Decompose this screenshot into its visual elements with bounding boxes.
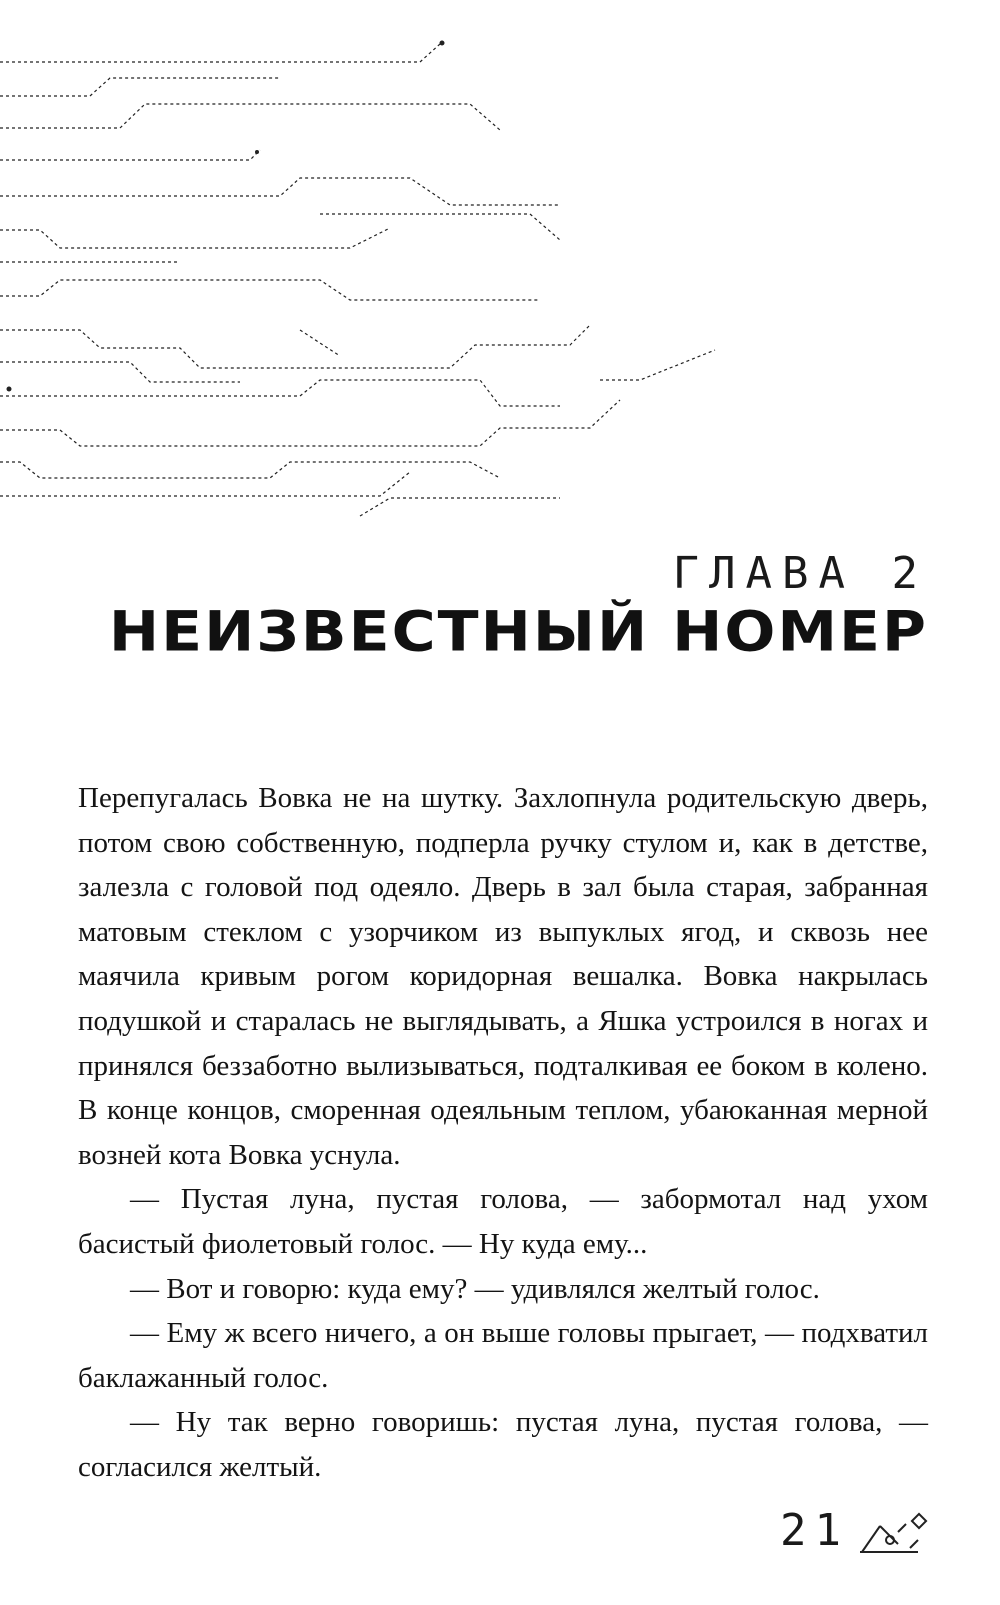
paragraph-dialog: — Ну так верно говоришь: пустая луна, пустая голова, — согласился желтый. (78, 1406, 928, 1483)
circuit-ornament-icon (858, 1512, 934, 1556)
chapter-label: ГЛАВА 2 (672, 548, 928, 599)
circuit-decoration (0, 0, 1000, 560)
page-number: 21 (780, 1505, 849, 1556)
paragraph-dialog: — Вот и говорю: куда ему? — удивлялся желтый голос. (130, 1272, 820, 1305)
paragraph-dialog: — Ему ж всего ничего, а он выше головы прыгает, — подхватил баклажанный голос. (78, 1317, 928, 1394)
chapter-body (78, 776, 928, 1490)
paragraph-dialog: — Пустая луна, пустая голова, — забормотал над ухом басистый фиолетовый голос. — Ну куда ему... (78, 1183, 928, 1260)
chapter-title: НЕИЗВЕСТНЫЙ НОМЕР (108, 600, 928, 665)
paragraph-narration: Перепугалась Вовка не на шутку. Захлопнула родительскую дверь, потом свою собственную, подперла ручку стулом и, как в детстве, залезла с головой под одеяло. Дверь в зал была старая, забранная матовым стеклом с узорчиком из выпуклых ягод, и сквозь нее маячила кривым рогом коридорная вешалка. Вовка накрылась подушкой и старалась не выглядывать, а Яшка устроился в ногах и принялся беззаботно вылизываться, подталкивая ее боком в колено. В конце концов, сморенная одеяльным теплом, убаюканная мерной возней кота Вовка уснула. (78, 782, 928, 1171)
